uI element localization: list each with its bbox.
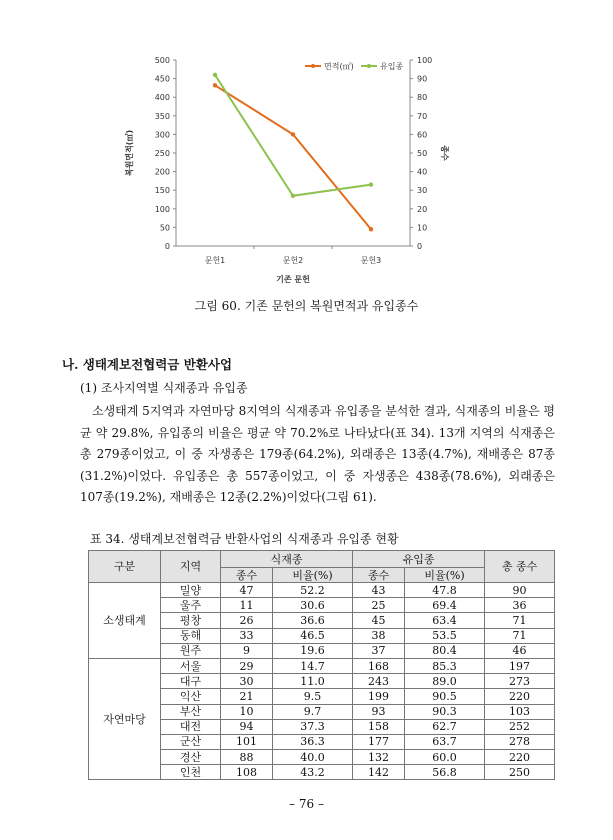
cell-total: 252 [485,719,555,734]
cell-i-ratio: 80.4 [405,643,485,658]
cell-total: 220 [485,689,555,704]
cell-i-count: 158 [353,719,405,734]
cell-p-ratio: 43.2 [273,765,353,780]
cell-total: 278 [485,734,555,749]
cell-i-ratio: 89.0 [405,674,485,689]
header-introduced-count: 종수 [353,568,405,583]
cell-region: 경산 [161,750,221,765]
cell-p-count: 101 [221,734,273,749]
cell-total: 197 [485,658,555,673]
cell-region: 익산 [161,689,221,704]
legend-label-1: 유입종 [380,62,404,71]
cell-p-count: 9 [221,643,273,658]
cell-p-ratio: 9.5 [273,689,353,704]
legend-marker-0 [311,64,315,68]
cell-p-count: 108 [221,765,273,780]
cell-p-ratio: 46.5 [273,628,353,643]
cell-i-count: 168 [353,658,405,673]
cell-total: 36 [485,598,555,613]
cell-p-ratio: 11.0 [273,674,353,689]
section-title: 나. 생태계보전협력금 반환사업 [62,357,233,372]
cell-i-count: 93 [353,704,405,719]
body-paragraph-text: 소생태계 5지역과 자연마당 8지역의 식재종과 유입종을 분석한 결과, 식재종의 비율은 평균 약 29.8%, 유입종의 비율은 평균 약 70.2%로 나타났다(표 34). 13개 지역의 식재종은 총 279종이었고, 이 중 자생종은 179종(64.2%), 외래종은 13종(4.7%), 재배종은 87종(31.2%)이었다. 유입종은 총 557종이었고, 이 중 자생종은 438종(78.6%), 외래종은 107종(19.2%), 재배종은 12종(2.2%)이었다(그림 61). [80,404,555,504]
y-axis-title: 복원면적(㎡) [125,129,134,177]
left-tick-label: 350 [154,111,170,121]
right-tick-label: 20 [417,204,428,214]
cell-p-count: 33 [221,628,273,643]
cell-region: 군산 [161,734,221,749]
cell-total: 71 [485,628,555,643]
cell-region: 서울 [161,658,221,673]
header-total: 총 종수 [485,551,555,583]
restoration-chart [120,50,450,285]
header-gubun: 구분 [89,551,161,583]
cell-p-ratio: 40.0 [273,750,353,765]
series-1-point [369,182,373,186]
cell-region: 울주 [161,598,221,613]
cell-i-ratio: 90.5 [405,689,485,704]
x-tick-label: 문헌3 [360,256,382,265]
cell-region: 동해 [161,628,221,643]
cell-total: 220 [485,750,555,765]
table-caption: 표 34. 생태계보전협력금 반환사업의 식재종과 유입종 현황 [90,532,399,546]
group-cell: 자연마당 [89,658,161,780]
cell-total: 46 [485,643,555,658]
cell-i-ratio: 69.4 [405,598,485,613]
cell-p-ratio: 36.3 [273,734,353,749]
left-tick-label: 150 [154,186,170,196]
left-tick-label: 450 [154,74,170,84]
cell-region: 대전 [161,719,221,734]
y2-axis-title: 종수 [440,145,449,161]
cell-i-count: 142 [353,765,405,780]
cell-i-count: 38 [353,628,405,643]
right-tick-label: 80 [417,93,428,103]
cell-region: 부산 [161,704,221,719]
cell-i-count: 199 [353,689,405,704]
cell-total: 103 [485,704,555,719]
header-introduced-ratio: 비율(%) [405,568,485,583]
right-tick-label: 50 [417,149,428,158]
cell-region: 원주 [161,643,221,658]
x-axis-title: 기존 문헌 [276,275,310,284]
table-row [89,583,555,598]
species-table [88,550,555,780]
cell-total: 71 [485,613,555,628]
cell-p-count: 10 [221,704,273,719]
chart-svg [120,50,450,285]
cell-i-count: 43 [353,583,405,598]
cell-region: 대구 [161,674,221,689]
cell-i-ratio: 63.7 [405,734,485,749]
page-number: – 76 – [289,797,324,811]
header-planted-ratio: 비율(%) [273,568,353,583]
left-tick-label: 500 [154,56,170,65]
cell-i-ratio: 60.0 [405,750,485,765]
cell-i-ratio: 53.5 [405,628,485,643]
cell-i-count: 132 [353,750,405,765]
right-tick-label: 60 [417,130,428,140]
left-tick-label: 50 [159,223,170,233]
cell-i-count: 25 [353,598,405,613]
cell-p-count: 88 [221,750,273,765]
cell-i-count: 37 [353,643,405,658]
cell-i-ratio: 56.8 [405,765,485,780]
left-tick-label: 250 [154,149,170,158]
cell-p-ratio: 14.7 [273,658,353,673]
right-tick-label: 100 [417,56,433,65]
cell-p-count: 21 [221,689,273,704]
right-tick-label: 30 [417,186,428,196]
header-planted-count: 종수 [221,568,273,583]
cell-p-ratio: 19.6 [273,643,353,658]
cell-p-count: 94 [221,719,273,734]
left-tick-label: 0 [164,242,170,251]
cell-region: 인천 [161,765,221,780]
series-line-0 [215,85,371,229]
header-introduced: 유입종 [353,551,485,568]
cell-i-ratio: 62.7 [405,719,485,734]
cell-p-ratio: 30.6 [273,598,353,613]
series-1-point [213,73,217,77]
cell-total: 250 [485,765,555,780]
cell-p-count: 47 [221,583,273,598]
group-cell: 소생태계 [89,583,161,659]
cell-p-count: 30 [221,674,273,689]
cell-i-count: 45 [353,613,405,628]
cell-i-ratio: 47.8 [405,583,485,598]
right-tick-label: 10 [417,223,428,233]
cell-p-count: 11 [221,598,273,613]
cell-i-ratio: 63.4 [405,613,485,628]
legend-label-0: 면적(㎡) [324,62,354,71]
cell-i-ratio: 90.3 [405,704,485,719]
cell-i-ratio: 85.3 [405,658,485,673]
x-tick-label: 문헌2 [282,256,304,265]
cell-p-count: 29 [221,658,273,673]
right-tick-label: 70 [417,111,428,121]
table-body [89,583,555,780]
cell-p-count: 26 [221,613,273,628]
table-row [89,658,555,673]
section-subtitle: (1) 조사지역별 식재종과 유입종 [80,381,248,395]
header-planted: 식재종 [221,551,353,568]
cell-p-ratio: 52.2 [273,583,353,598]
header-region: 지역 [161,551,221,583]
x-tick-label: 문헌1 [204,256,226,265]
cell-total: 90 [485,583,555,598]
cell-p-ratio: 37.3 [273,719,353,734]
cell-i-count: 177 [353,734,405,749]
right-tick-label: 90 [417,74,428,84]
left-tick-label: 300 [154,130,170,140]
right-tick-label: 0 [417,242,423,251]
left-tick-label: 200 [154,167,170,177]
left-tick-label: 400 [154,93,170,103]
right-tick-label: 40 [417,167,428,177]
legend-marker-1 [367,64,371,68]
series-0-point [291,132,295,136]
cell-p-ratio: 9.7 [273,704,353,719]
body-paragraph [80,401,555,509]
series-1-point [291,194,295,198]
cell-i-count: 243 [353,674,405,689]
series-0-point [369,227,373,231]
figure-caption: 그림 60. 기존 문헌의 복원면적과 유입종수 [194,299,419,313]
cell-region: 밀양 [161,583,221,598]
cell-p-ratio: 36.6 [273,613,353,628]
left-tick-label: 100 [154,204,170,214]
cell-region: 평창 [161,613,221,628]
series-0-point [213,83,217,87]
cell-total: 273 [485,674,555,689]
